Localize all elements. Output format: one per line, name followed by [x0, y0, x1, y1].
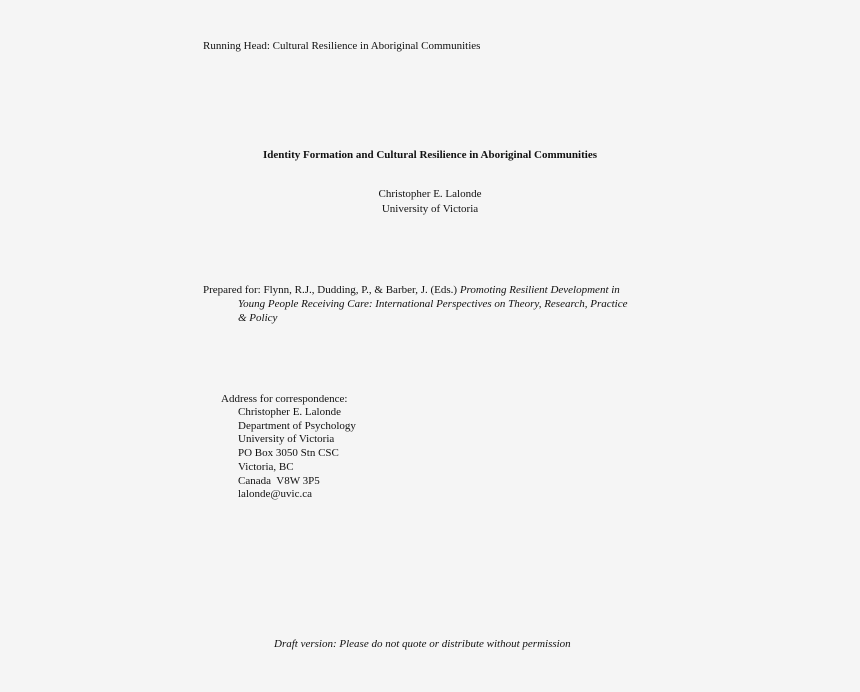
- address-line: University of Victoria: [238, 433, 335, 446]
- affiliation: University of Victoria: [381, 203, 479, 215]
- address-line: Canada V8W 3P5: [238, 474, 320, 487]
- prepared-for-prefix: Prepared for: Flynn, R.J., Dudding, P., & Barber, J. (Eds.): [203, 284, 460, 296]
- document-title: Identity Formation and Cultural Resilience in Aboriginal Communities: [263, 149, 597, 161]
- address-line: Department of Psychology: [238, 419, 356, 432]
- address-line: Victoria, BC: [238, 460, 294, 473]
- address-line: Christopher E. Lalonde: [238, 406, 341, 418]
- book-title-part1: Promoting Resilient Development in: [459, 284, 620, 296]
- book-title-part2: Young People Receiving Care: International Perspectives on Theory, Research, Practice: [238, 298, 628, 310]
- running-head: Running Head: Cultural Resilience in Aboriginal Communities: [203, 40, 481, 52]
- address-label: Address for correspondence:: [221, 393, 348, 405]
- address-line: PO Box 3050 Stn CSC: [238, 447, 339, 460]
- author: Christopher E. Lalonde: [378, 188, 482, 200]
- prepared-for-line1: [203, 284, 620, 298]
- address-email: lalonde@uvic.ca: [238, 488, 312, 501]
- book-title-part3: & Policy: [238, 312, 278, 324]
- address-block: [238, 406, 356, 502]
- draft-notice: Draft version: Please do not quote or distribute without permission: [274, 638, 571, 650]
